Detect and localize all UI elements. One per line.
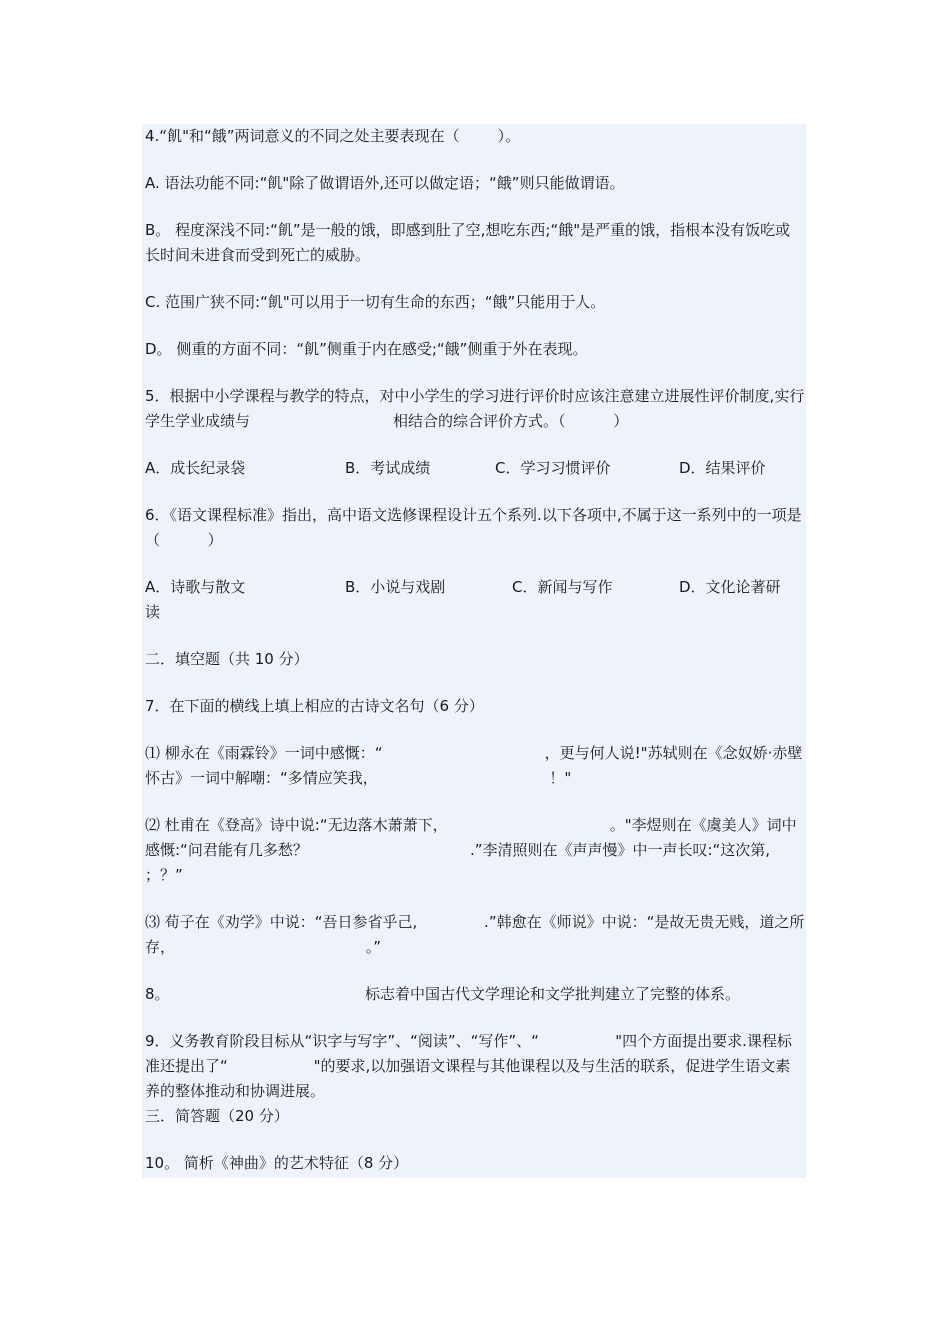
q7-part-2: ⑵ 杜甫在《登高》诗中说:“无边落木萧萧下， 。"李煜则在《虞美人》词中感慨:“问君能有几多愁？ .”李清照则在《声声慢》中一声长叹:“这次第, ；？” bbox=[145, 816, 861, 884]
section-3-heading: 三．简答题（20 分） bbox=[145, 1107, 289, 1125]
q6-option-d-wrap: 读 bbox=[145, 603, 161, 621]
q5-option-b: B．考试成绩 bbox=[345, 459, 431, 477]
q7-part-3: ⑶ 荀子在《劝学》中说：“吾日参省乎己, .”韩愈在《师说》中说：“是故无贵无贱，道之所存， 。” bbox=[145, 913, 805, 956]
q6-stem: 6．《语文课程标准》指出，高中语文选修课程设计五个系列.以下各项中,不属于这一系列中的一项是（ ） bbox=[145, 506, 802, 549]
q4-option-a: A. 语法功能不同:“飢"除了做谓语外,还可以做定语；“餓”则只能做谓语。 bbox=[145, 174, 625, 192]
q5-stem: 5．根据中小学课程与教学的特点，对中小学生的学习进行评价时应该注意建立进展性评价制度,实行学生学业成绩与 相结合的综合评价方式。（ ） bbox=[145, 387, 805, 430]
q4-option-d: D。 侧重的方面不同：“飢”侧重于内在感受;“餓”侧重于外在表现。 bbox=[145, 340, 588, 358]
q7-part-1: ⑴ 柳永在《雨霖铃》一词中感慨：“ ，更与何人说!"苏轼则在《念奴娇·赤壁怀古》一词中解嘲：“多情应笑我， ！" bbox=[145, 744, 803, 787]
exam-content bbox=[145, 124, 861, 1176]
q6-option-c: C．新闻与写作 bbox=[512, 578, 613, 596]
q6-options bbox=[145, 575, 805, 600]
q5-option-a: A．成长纪录袋 bbox=[145, 459, 246, 477]
q6-option-a: A．诗歌与散文 bbox=[145, 578, 246, 596]
q9: 9．义务教育阶段目标从“识字与写字”、“阅读”、“写作”、“ "四个方面提出要求.课程标准还提出了“ "的要求,以加强语文课程与其他课程以及与生活的联系，促进学生语文素养的整体推动和协调进展。 bbox=[145, 1032, 792, 1100]
section-2-heading: 二．填空题（共 10 分） bbox=[145, 650, 309, 668]
q4-option-c: C. 范围广狭不同:“飢"可以用于一切有生命的东西；“餓”只能用于人。 bbox=[145, 293, 606, 311]
q4-stem: 4.“飢"和“餓”两词意义的不同之处主要表现在（ ）。 bbox=[145, 127, 521, 145]
q5-option-c: C．学习习惯评价 bbox=[495, 459, 611, 477]
q5-option-d: D．结果评价 bbox=[679, 459, 766, 477]
q6-option-b: B．小说与戏剧 bbox=[345, 578, 446, 596]
q5-options bbox=[145, 456, 805, 481]
q7-stem: 7．在下面的横线上填上相应的古诗文名句（6 分） bbox=[145, 697, 484, 715]
q4-option-b: B。 程度深浅不同:“飢”是一般的饿，即感到肚了空,想吃东西;“餓"是严重的饿，指根本没有饭吃或长时间未进食而受到死亡的威胁。 bbox=[145, 221, 791, 264]
q10: 10。 简析《神曲》的艺术特征（8 分） bbox=[145, 1154, 409, 1172]
q8: 8。 标志着中国古代文学理论和文学批判建立了完整的体系。 bbox=[145, 985, 741, 1003]
q6-option-d: D．文化论著研 bbox=[679, 578, 781, 596]
